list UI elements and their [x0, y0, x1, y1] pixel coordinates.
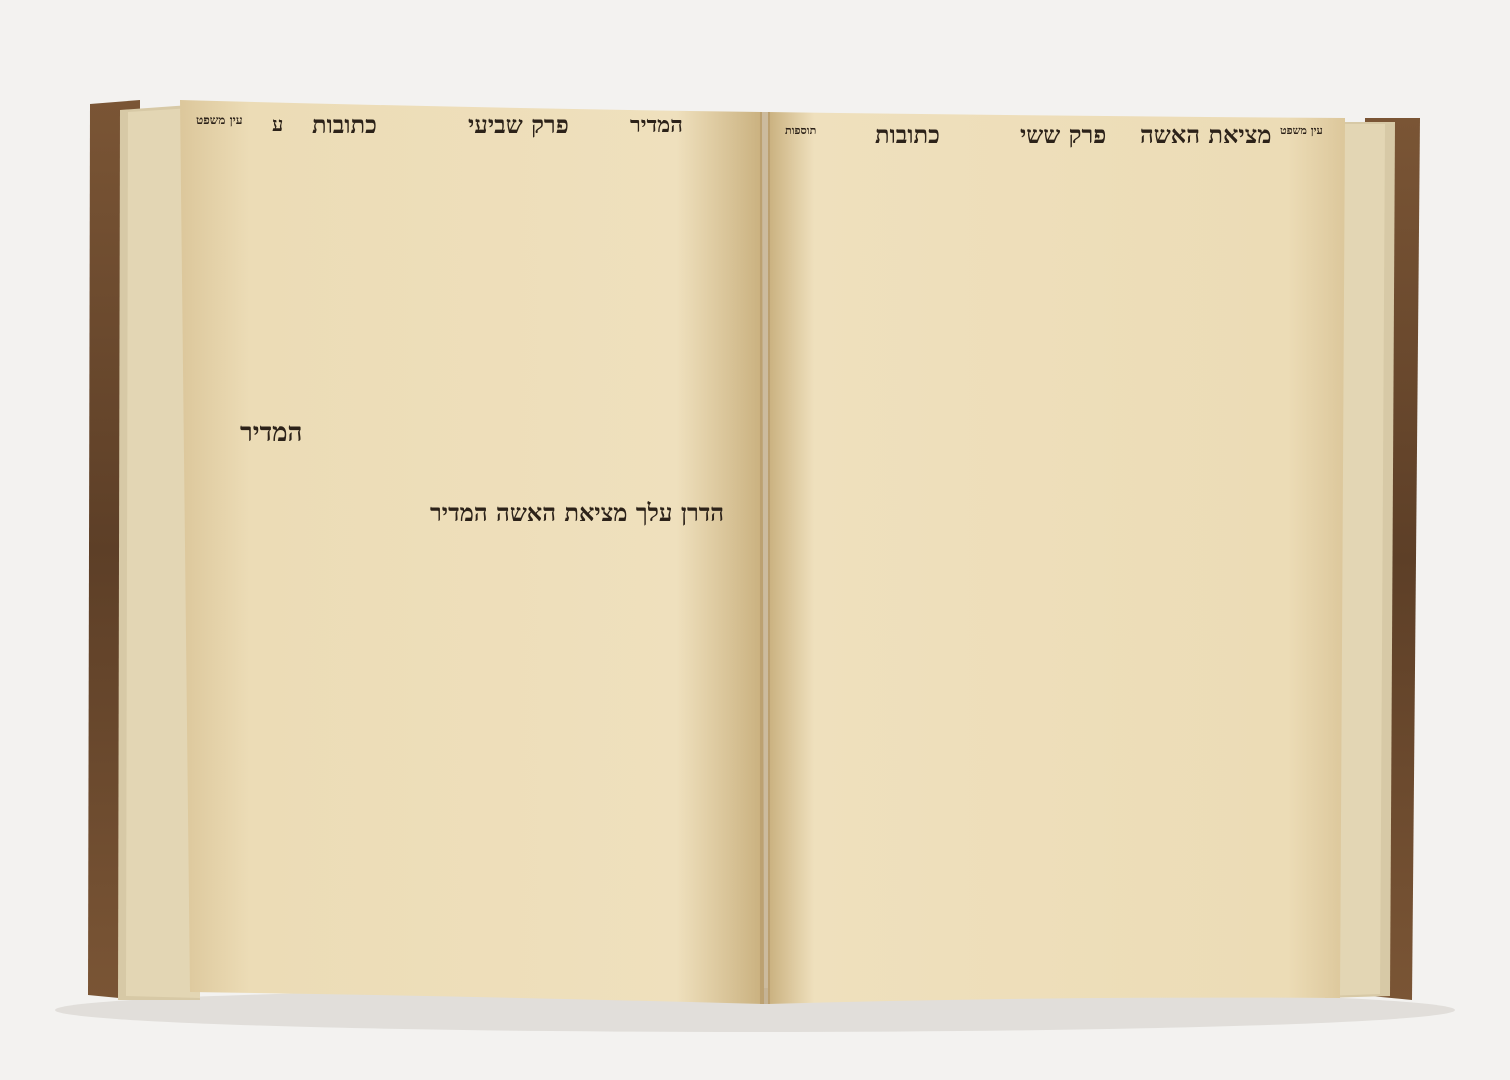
right-corner-note-left: תוספות [785, 124, 817, 137]
left-section-heading-2: הדרן עלך מציאת האשה המדיר [430, 498, 725, 527]
right-chapter-name: מציאת האשה [1140, 120, 1272, 149]
right-chapter: פרק ששי [1020, 120, 1107, 149]
left-corner-note: עין משפט [196, 113, 243, 127]
left-chapter: פרק שביעי [468, 110, 569, 139]
left-page [180, 100, 764, 1004]
left-folio: ע [272, 112, 284, 136]
left-running-title: כתובות [312, 110, 377, 139]
right-running-title: כתובות [875, 120, 940, 149]
right-corner-note-right: עין משפט [1280, 124, 1323, 137]
gutter [760, 112, 770, 1004]
right-page [768, 112, 1345, 1004]
left-chapter-name: המדיר [630, 112, 683, 138]
left-section-heading-1: המדיר [240, 418, 303, 448]
